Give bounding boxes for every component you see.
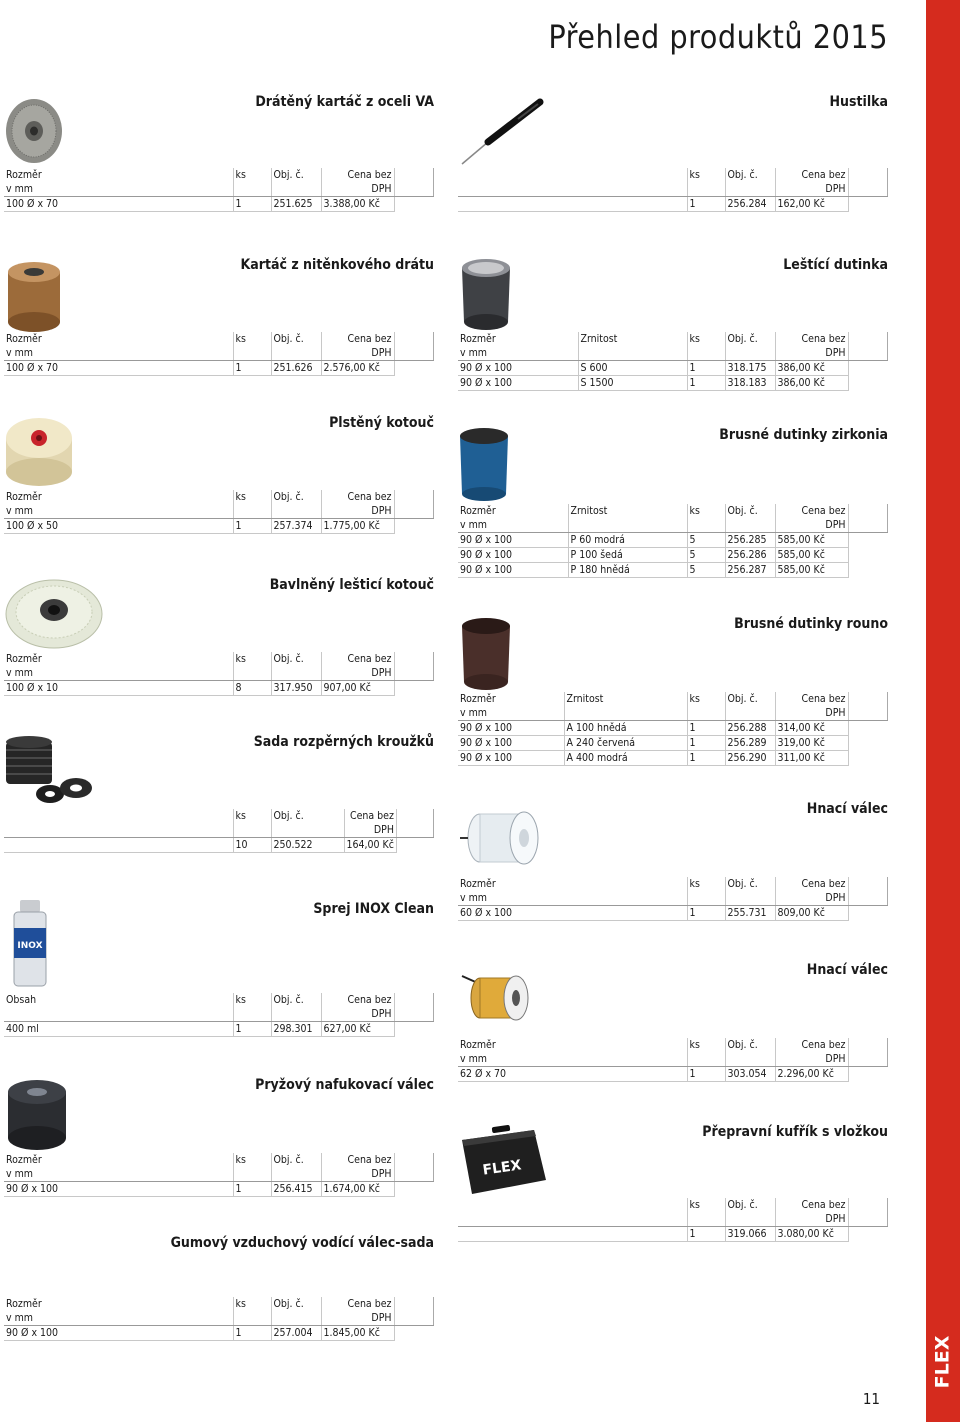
- product-title: Brusné dutinky zirkonia: [719, 427, 888, 443]
- page-number: 11: [862, 1390, 880, 1408]
- spec-table: Rozměr v mm ks Obj. č. Cena bez DPH 90 Ø x 100 1 257.004 1.845,00 Kč: [4, 1297, 434, 1341]
- table-row: 90 Ø x 100 P 60 modrá 5 256.285 585,00 Kč: [458, 533, 888, 548]
- spec-table: ks Obj. č. Cena bez DPH 1 319.066 3.080,00 Kč: [458, 1198, 888, 1242]
- product-title: Sprej INOX Clean: [313, 901, 434, 917]
- table-row: 90 Ø x 100 S 1500 1 318.183 386,00 Kč: [458, 376, 888, 391]
- table-row: 400 ml 1 298.301 627,00 Kč: [4, 1022, 434, 1037]
- table-row: 1 256.284 162,00 Kč: [458, 197, 888, 212]
- product-title: Pryžový nafukovací válec: [255, 1077, 434, 1093]
- brand-side-bar: [926, 0, 960, 1422]
- table-row: 90 Ø x 100 S 600 1 318.175 386,00 Kč: [458, 361, 888, 376]
- product-title: Drátěný kartáč z oceli VA: [255, 94, 434, 110]
- product-title: Kartáč z nitěnkového drátu: [240, 257, 434, 273]
- product-title: Hnací válec: [806, 801, 888, 817]
- spec-table: Rozměr v mm ks Obj. č. Cena bez DPH 60 Ø x 100 1 255.731 809,00 Kč: [458, 877, 888, 921]
- spec-table: Rozměr v mm ks Obj. č. Cena bez DPH 62 Ø x 70 1 303.054 2.296,00 Kč: [458, 1038, 888, 1082]
- polishing-sleeve-image: [458, 256, 514, 332]
- svg-text:FLEX: FLEX: [481, 1157, 523, 1179]
- spec-table: Rozměr v mm ks Obj. č. Cena bez DPH 100 Ø x 70 1 251.625 3.388,00 Kč: [4, 168, 434, 212]
- product-title: Gumový vzduchový vodící válec-sada: [170, 1235, 434, 1251]
- spec-table: Rozměr v mm Zrnitost ks Obj. č. Cena bez DPH 90 Ø x 100 S 600 1 318.175 386,00 Kč 90 Ø x 100 S 1500 1 318.183 386,00 Kč: [458, 332, 888, 391]
- table-row: 100 Ø x 70 1 251.626 2.576,00 Kč: [4, 361, 434, 376]
- wire-brush-steel-image: [4, 96, 64, 166]
- table-row: 90 Ø x 100 P 180 hnědá 5 256.287 585,00 Kč: [458, 563, 888, 578]
- spec-table: ks Obj. č. Cena bez DPH 1 256.284 162,00 Kč: [458, 168, 888, 212]
- table-row: 60 Ø x 100 1 255.731 809,00 Kč: [458, 906, 888, 921]
- inox-spray-can-image: [10, 900, 50, 988]
- table-row: 1 319.066 3.080,00 Kč: [458, 1227, 888, 1242]
- felt-wheel-image: [4, 414, 74, 488]
- spacer-rings-image: [4, 734, 96, 808]
- table-row: 100 Ø x 10 8 317.950 907,00 Kč: [4, 681, 434, 696]
- product-title: Sada rozpěrných kroužků: [253, 734, 434, 750]
- table-row: 10 250.522 164,00 Kč: [4, 838, 434, 853]
- spec-table: Rozměr v mm ks Obj. č. Cena bez DPH 90 Ø x 100 1 256.415 1.674,00 Kč: [4, 1153, 434, 1197]
- table-row: 90 Ø x 100 P 100 šedá 5 256.286 585,00 Kč: [458, 548, 888, 563]
- flex-logo: [926, 1332, 960, 1392]
- table-row: 90 Ø x 100 A 100 hnědá 1 256.288 314,00 Kč: [458, 721, 888, 736]
- svg-text:INOX: INOX: [17, 941, 43, 951]
- table-row: 100 Ø x 70 1 251.625 3.388,00 Kč: [4, 197, 434, 212]
- product-title: Leštící dutinka: [783, 257, 888, 273]
- table-row: 90 Ø x 100 1 256.415 1.674,00 Kč: [4, 1182, 434, 1197]
- spec-table: Rozměr v mm ks Obj. č. Cena bez DPH 100 Ø x 50 1 257.374 1.775,00 Kč: [4, 490, 434, 534]
- spec-table: Obsah ks Obj. č. Cena bez DPH 400 ml 1 298.301 627,00 Kč: [4, 993, 434, 1037]
- drive-roller-yellow-image: [458, 962, 534, 1036]
- zirconia-sanding-sleeve-image: [458, 426, 510, 502]
- product-title: Hnací válec: [806, 962, 888, 978]
- table-row: 62 Ø x 70 1 303.054 2.296,00 Kč: [458, 1067, 888, 1082]
- product-title: Přepravní kufřík s vložkou: [702, 1124, 888, 1140]
- spec-table: ks Obj. č. Cena bez DPH 10 250.522 164,00 Kč: [4, 809, 434, 853]
- air-pump-needle-image: [458, 96, 548, 168]
- fleece-sanding-sleeve-image: [458, 616, 514, 692]
- brass-wire-brush-image: [4, 258, 64, 334]
- table-row: 90 Ø x 100 A 400 modrá 1 256.290 311,00 Kč: [458, 751, 888, 766]
- inflatable-rubber-roller-image: [4, 1078, 70, 1152]
- product-title: Plstěný kotouč: [329, 415, 434, 431]
- spec-table: Rozměr v mm Zrnitost ks Obj. č. Cena bez DPH 90 Ø x 100 P 60 modrá 5 256.285 585,00 Kč 90 Ø x 100 P 100 šedá 5 256.286 585,00 Kč 90 Ø x 100 P 180 hnědá 5 256.287 585,00 Kč: [458, 504, 888, 578]
- cotton-polishing-wheel-image: [4, 574, 104, 650]
- product-title: Hustilka: [829, 94, 888, 110]
- svg-text:FLEX: FLEX: [931, 1335, 954, 1389]
- transport-case-image: [458, 1122, 548, 1198]
- product-title: Brusné dutinky rouno: [734, 616, 888, 632]
- page-title: Přehled produktů 2015: [548, 18, 888, 56]
- drive-roller-transparent-image: [458, 798, 544, 878]
- table-row: 90 Ø x 100 A 240 červená 1 256.289 319,00 Kč: [458, 736, 888, 751]
- product-title: Bavlněný lešticí kotouč: [269, 577, 434, 593]
- spec-table: Rozměr v mm ks Obj. č. Cena bez DPH 100 Ø x 10 8 317.950 907,00 Kč: [4, 652, 434, 696]
- table-row: 100 Ø x 50 1 257.374 1.775,00 Kč: [4, 519, 434, 534]
- spec-table: Rozměr v mm ks Obj. č. Cena bez DPH 100 Ø x 70 1 251.626 2.576,00 Kč: [4, 332, 434, 376]
- table-row: 90 Ø x 100 1 257.004 1.845,00 Kč: [4, 1326, 434, 1341]
- spec-table: Rozměr v mm Zrnitost ks Obj. č. Cena bez DPH 90 Ø x 100 A 100 hnědá 1 256.288 314,00 Kč 90 Ø x 100 A 240 červená 1 256.289 319,00 Kč 90 Ø x 100 A 400 modrá 1 256.290 311,00 Kč: [458, 692, 888, 766]
